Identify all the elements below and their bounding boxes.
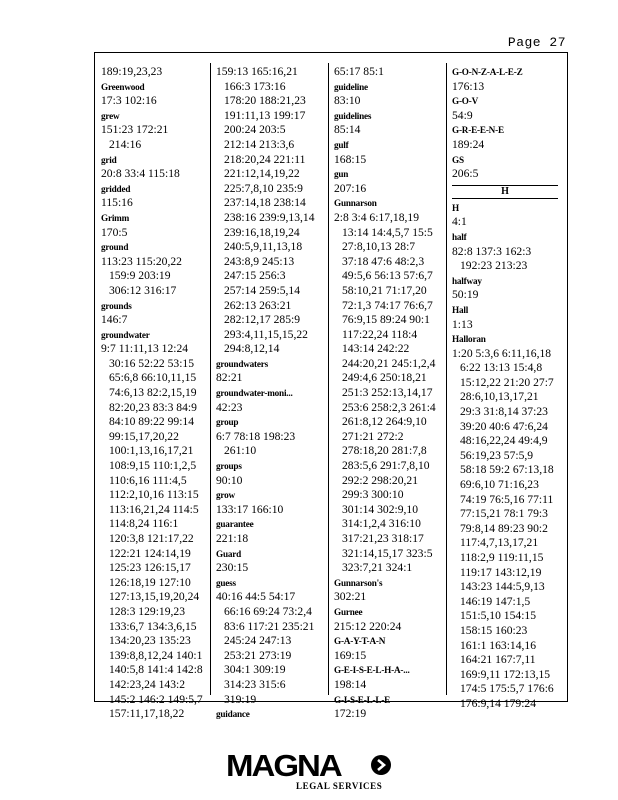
page-line-reference: 140:5,8 141:4 142:8 [109,663,203,677]
logo-subtitle: LEGAL SERVICES [296,781,383,791]
index-entry [452,94,562,123]
page-line-reference: 100:1,13,16,17,21 [109,444,194,458]
index-entry [216,459,324,488]
page-line-reference: 133:17 166:10 [216,502,284,516]
index-headword: gulf [334,139,349,150]
page-line-reference: 139:8,8,12,24 140:1 [109,648,203,662]
index-headword: G-O-V [452,96,479,107]
page-line-reference: 215:12 220:24 [334,619,402,633]
index-entry [101,299,205,328]
index-headword: G-A-Y-T-A-N [334,636,386,647]
page-line-reference: 99:15,17,20,22 [109,429,179,443]
page-line-reference: 253:6 258:2,3 261:4 [342,400,436,414]
page-line-reference: 169:15 [334,648,367,662]
page-line-reference: 278:18,20 281:7,8 [342,444,427,458]
page-line-reference: 146:7 [101,313,128,327]
index-headword: gun [334,169,349,180]
index-headword: grow [216,490,235,501]
page-line-reference: 76:9,15 89:24 90:1 [342,313,430,327]
page-line-reference: 27:8,10,13 28:7 [342,240,416,254]
index-headword: G-O-N-Z-A-L-E-Z [452,67,523,77]
page-line-reference: 82:20,23 83:3 84:9 [109,400,197,414]
arrow-circle-icon [371,755,391,775]
page-line-reference: 200:24 203:5 [224,123,286,137]
index-headword: Gurnee [334,606,363,617]
index-headword: Halloran [452,334,486,345]
index-entry [101,109,205,153]
page-line-reference: 113:23 115:20,22 [101,254,182,268]
page-line-reference: 247:15 256:3 [224,269,286,283]
page-line-reference: 82:21 [216,371,243,385]
index-headword: grid [101,154,117,165]
column-divider [328,63,329,695]
page-line-reference: 225:7,8,10 235:9 [224,181,303,195]
index-entry [334,576,442,605]
page-line-reference: 79:8,14 89:23 90:2 [460,521,548,535]
page-line-reference: 74:6,13 82:2,15,19 [109,386,197,400]
page-line-reference: 117:22,24 118:4 [342,327,418,341]
page-line-reference: 169:9,11 172:13,15 [460,667,551,681]
index-headword: group [216,417,239,428]
index-column-2 [216,65,324,720]
page-line-reference: 142:23,24 143:2 [109,677,186,691]
index-entry [101,211,205,240]
page-line-reference: 244:20,21 245:1,2,4 [342,356,436,370]
page-line-reference: 1:20 5:3,6 6:11,16,18 [452,346,552,360]
index-headword: G-I-S-E-L-L-E [334,694,391,705]
page-line-reference: 69:6,10 71:16,23 [460,478,539,492]
magna-logo [226,748,396,794]
index-entry [216,357,324,386]
index-headword: G-R-E-E-N-E [452,125,504,136]
page-line-reference: 238:16 239:9,13,14 [224,210,315,224]
index-headword: GS [452,154,464,165]
page-line-reference: 108:9,15 110:1,2,5 [109,459,197,473]
index-headword: groups [216,461,242,472]
page-line-reference: 237:14,18 238:14 [224,196,306,210]
page-line-reference: 82:8 137:3 162:3 [452,244,532,258]
page-line-reference: 166:3 173:16 [224,79,286,93]
page-line-reference: 321:14,15,17 323:5 [342,546,433,560]
page-line-reference: 20:8 33:4 115:18 [101,167,180,181]
page-line-reference: 212:14 213:3,6 [224,137,295,151]
page-line-reference: 157:11,17,18,22 [109,707,185,721]
page-line-reference: 176:13 [452,79,485,93]
index-headword: H [452,202,459,213]
page-line-reference: 261:8,12 264:9,10 [342,415,427,429]
index-entry [334,167,442,196]
index-headword: grew [101,110,120,121]
index-entry [216,386,324,415]
page-line-reference: 251:3 252:13,14,17 [342,386,433,400]
index-entry [101,65,205,80]
page-line-reference: 192:23 213:23 [460,259,528,273]
page-line-reference: 143:23 144:5,9,13 [460,580,545,594]
page-line-reference: 207:16 [334,181,367,195]
page-line-reference: 299:3 300:10 [342,488,404,502]
index-entry [216,415,324,459]
page-line-reference: 143:14 242:22 [342,342,410,356]
page-line-reference: 122:21 124:14,19 [109,546,191,560]
page-line-reference: 125:23 126:15,17 [109,561,191,575]
page-line-reference: 65:6,8 66:10,11,15 [109,371,197,385]
index-headword: G-E-I-S-E-L-H-A-... [334,665,410,676]
page-line-reference: 90:10 [216,473,243,487]
page-line-reference: 239:16,18,19,24 [224,225,300,239]
page-line-reference: 261:10 [224,444,257,458]
page-line-reference: 172:19 [334,707,367,721]
column-divider [210,63,211,695]
index-entry [452,65,562,94]
index-entry [334,109,442,138]
page-line-reference: 56:19,23 57:5,9 [460,448,534,462]
page-line-reference: 323:7,21 324:1 [342,561,413,575]
page-line-reference: 304:1 309:19 [224,663,286,677]
page-line-reference: 151:5,10 154:15 [460,609,537,623]
index-entry [334,693,442,722]
index-headword: Gunnarson's [334,577,383,588]
page-line-reference: 83:6 117:21 235:21 [224,619,315,633]
index-entry [101,80,205,109]
page-line-reference: 249:4,6 250:18,21 [342,371,427,385]
page-line-reference: 293:4,11,15,15,22 [224,327,308,341]
index-entry [334,605,442,634]
page-line-reference: 15:12,22 21:20 27:7 [460,375,554,389]
page-line-reference: 49:5,6 56:13 57:6,7 [342,269,433,283]
page-line-reference: 113:16,21,24 114:5 [109,502,199,516]
page-line-reference: 40:16 44:5 54:17 [216,590,296,604]
page-line-reference: 301:14 302:9,10 [342,502,419,516]
index-headword: groundwaters [216,358,269,369]
index-entry [452,123,562,152]
index-column-1 [101,65,205,721]
index-headword: Gunnarson [334,198,377,209]
index-headword: groundwater [101,329,150,340]
index-entry [216,517,324,546]
page-line-reference: 112:2,10,16 113:15 [109,488,199,502]
page-line-reference: 134:20,23 135:23 [109,634,191,648]
page-line-reference: 176:9,14 179:24 [460,696,537,710]
index-column-4 [452,65,562,710]
index-frame [94,52,568,721]
page-line-reference: 306:12 316:17 [109,283,177,297]
page-line-reference: 72:1,3 74:17 76:6,7 [342,298,433,312]
column-divider [446,63,447,695]
page-line-reference: 83:10 [334,94,361,108]
index-entry [334,80,442,109]
page-line-reference: 85:14 [334,123,361,137]
page-line-reference: 58:10,21 71:17,20 [342,283,427,297]
index-headword: guidance [216,709,250,720]
index-entry [452,274,562,303]
page-line-reference: 189:19,23,23 [101,65,163,78]
page-line-reference: 294:8,12,14 [224,342,280,356]
page-line-reference: 6:7 78:18 198:23 [216,429,296,443]
index-entry [452,332,562,711]
page-line-reference: 9:7 11:11,13 12:24 [101,342,189,356]
index-column-3 [334,65,442,721]
page-line-reference: 218:20,24 221:11 [224,152,306,166]
page-line-reference: 54:9 [452,108,473,122]
index-headword: guidelines [334,110,372,121]
index-headword: Hall [452,304,469,315]
page-line-reference: 161:1 163:14,16 [460,638,537,652]
page-line-reference: 146:19 147:1,5 [460,594,531,608]
index-headword: groundwater-moni... [216,388,293,399]
page-number: Page 27 [507,35,566,50]
page-line-reference: 282:12,17 285:9 [224,313,301,327]
page-line-reference: 159:9 203:19 [109,269,171,283]
page-line-reference: 50:19 [452,288,479,302]
page-line-reference: 110:6,16 111:4,5 [109,473,187,487]
page-line-reference: 314:1,2,4 316:10 [342,517,421,531]
page-line-reference: 283:5,6 291:7,8,10 [342,459,430,473]
page-line-reference: 221:18 [216,532,249,545]
page-line-reference: 240:5,9,11,13,18 [224,240,303,254]
page-line-reference: 170:5 [101,225,128,239]
page-line-reference: 6:22 13:13 15:4,8 [460,361,543,375]
page-line-reference: 42:23 [216,400,243,414]
page-line-reference: 74:19 76:5,16 77:11 [460,492,554,506]
page-line-reference: 230:15 [216,561,249,575]
index-headword: half [452,231,467,242]
page-line-reference: 28:6,10,13,17,21 [460,390,539,404]
page-line-reference: 117:4,7,13,17,21 [460,536,539,550]
page-line-reference: 257:14 259:5,14 [224,283,301,297]
page-line-reference: 119:17 143:12,19 [460,565,542,579]
page-line-reference: 29:3 31:8,14 37:23 [460,405,548,419]
page-line-reference: 65:17 85:1 [334,65,384,78]
page-line-reference: 243:8,9 245:13 [224,254,295,268]
page-line-reference: 48:16,22,24 49:4,9 [460,434,548,448]
page-line-reference: 174:5 175:5,7 176:6 [460,682,554,696]
index-headword: Guard [216,548,242,559]
page-line-reference: 2:8 3:4 6:17,18,19 [334,210,420,224]
index-entry [452,230,562,274]
index-entry [216,488,324,517]
page-line-reference: 262:13 263:21 [224,298,292,312]
page-line-reference: 206:5 [452,167,479,181]
page-line-reference: 189:24 [452,137,485,151]
letter-section-header: H [452,185,558,199]
index-headword: guess [216,577,236,588]
page-line-reference: 66:16 69:24 73:2,4 [224,604,312,618]
page-line-reference: 120:3,8 121:17,22 [109,532,194,545]
page-line-reference: 292:2 298:20,21 [342,473,419,487]
page-line-reference: 145:2 146:2 149:5,7 [109,692,203,706]
index-headword: Greenwood [101,81,145,92]
page-line-reference: 114:8,24 116:1 [109,517,179,531]
page-line-reference: 245:24 247:13 [224,634,292,648]
index-entry [334,138,442,167]
index-headword: guarantee [216,519,254,530]
index-entry [216,65,324,357]
page-line-reference: 151:23 172:21 [101,123,169,137]
page-line-reference: 58:18 59:2 67:13,18 [460,463,554,477]
page-line-reference: 302:21 [334,590,367,604]
page-line-reference: 198:14 [334,677,367,691]
page-line-reference: 319:19 [224,692,257,706]
page-line-reference: 214:16 [109,137,142,151]
page-line-reference: 1:13 [452,317,473,331]
index-headword: grounds [101,300,132,311]
logo-wordmark: MAGNA [226,748,341,783]
index-headword: ground [101,242,129,253]
index-entry [101,153,205,182]
page-line-reference: 37:18 47:6 48:2,3 [342,254,425,268]
index-headword: guideline [334,81,368,92]
index-entry [452,303,562,332]
page-line-reference: 39:20 40:6 47:6,24 [460,419,548,433]
index-entry [334,196,442,575]
page-line-reference: 317:21,23 318:17 [342,532,424,545]
index-headword: Grimm [101,212,130,223]
index-entry [334,634,442,663]
index-entry [452,153,562,182]
page-line-reference: 133:6,7 134:3,6,15 [109,619,197,633]
index-entry [216,707,324,722]
page-line-reference: 128:3 129:19,23 [109,604,186,618]
page-line-reference: 30:16 52:22 53:15 [109,356,195,370]
page-line-reference: 178:20 188:21,23 [224,94,306,108]
page-line-reference: 191:11,13 199:17 [224,108,306,122]
page-line-reference: 77:15,21 78:1 79:3 [460,507,548,521]
page-line-reference: 118:2,9 119:11,15 [460,551,544,564]
page-line-reference: 253:21 273:19 [224,648,292,662]
page-line-reference: 271:21 272:2 [342,429,404,443]
page-line-reference: 314:23 315:6 [224,677,286,691]
page-line-reference: 4:1 [452,215,467,229]
page-line-reference: 168:15 [334,152,367,166]
index-entry [101,328,205,722]
index-entry [334,65,442,80]
page-line-reference: 84:10 89:22 99:14 [109,415,195,429]
index-entry [101,240,205,298]
page-line-reference: 159:13 165:16,21 [216,65,298,78]
page-line-reference: 115:16 [101,196,133,210]
index-entry [216,576,324,707]
index-entry [216,547,324,576]
page-line-reference: 17:3 102:16 [101,94,157,108]
page-line-reference: 127:13,15,19,20,24 [109,590,200,604]
page-line-reference: 221:12,14,19,22 [224,167,300,181]
page-line-reference: 158:15 160:23 [460,623,528,637]
index-headword: gridded [101,183,131,194]
index-entry [334,663,442,692]
page-line-reference: 13:14 14:4,5,7 15:5 [342,225,433,239]
page-line-reference: 164:21 167:7,11 [460,653,536,667]
index-entry [101,182,205,211]
index-entry [452,201,562,230]
index-headword: halfway [452,275,482,286]
page-line-reference: 126:18,19 127:10 [109,575,191,589]
